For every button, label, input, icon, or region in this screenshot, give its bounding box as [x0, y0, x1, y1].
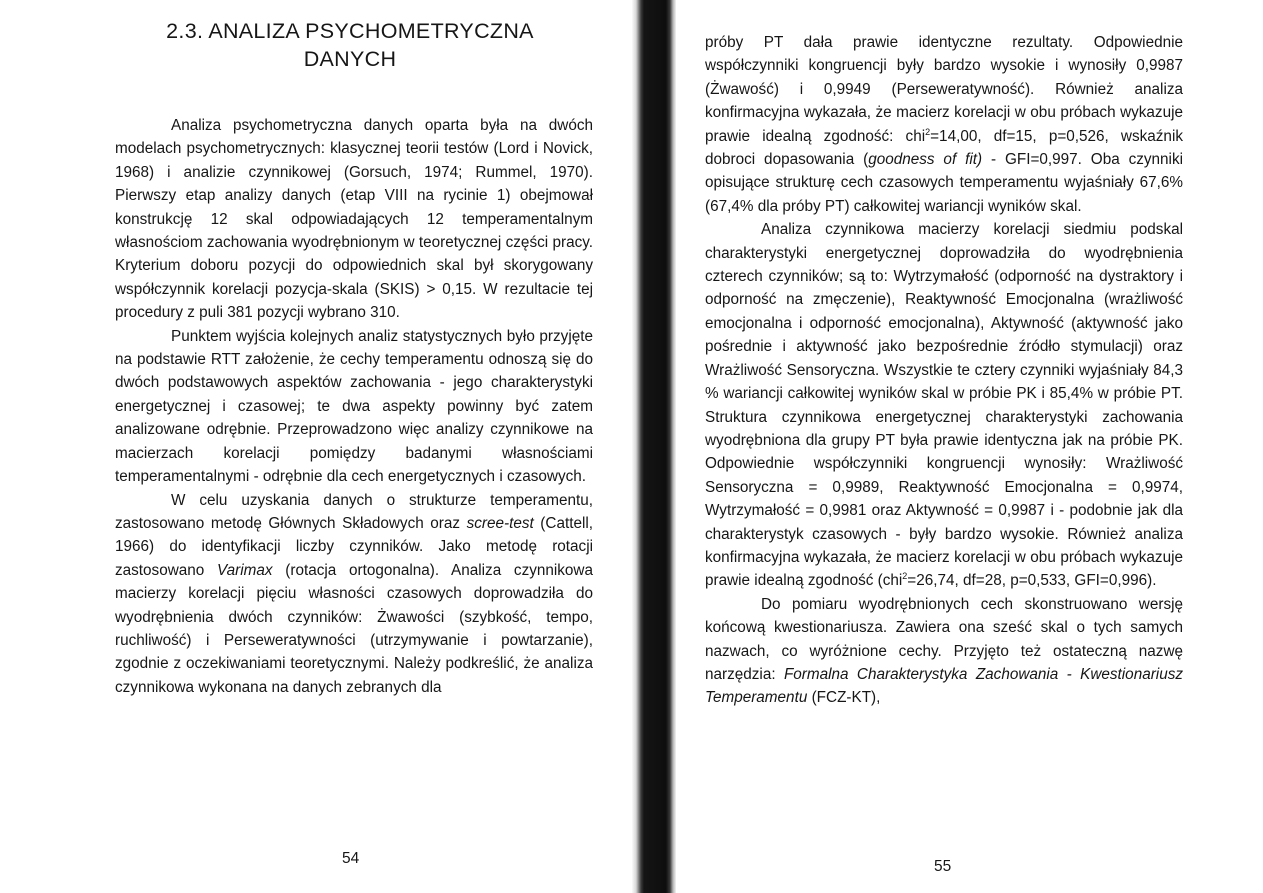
right-page [676, 0, 1263, 893]
text-run: =26,74, df=28, p=0,533, GFI=0,996). [907, 572, 1157, 590]
text-run: =14,00, df=15, p=0,526, wskaźnik dobroci dopasowania ( [705, 127, 1183, 169]
text-run: Do pomiaru wyodrębnionych cech skonstruowano wersję końcową kwestionariusza. Zawiera ona sześć skal o tych samych nazwach, co wyróżnione cechy. Przyjęto też ostateczną nazwę narzędzia: [705, 595, 1183, 683]
paragraph [705, 31, 1183, 218]
text-run: (rotacja ortogonalna). Analiza czynnikowa macierzy korelacji pięciu własności czasowych doprowadziła do wyodrębnienia dwóch czynników: Żwawości (szybkość, tempo, ruchliwość) i Perseweratywności (utrzymywanie i powtarzanie), zgodnie z oczekiwaniami teoretycznymi. Należy podkreślić, że analiza czynnikowa wykonana na danych zebranych dla [115, 561, 593, 696]
text-run: Analiza czynnikowa macierzy korelacji siedmiu podskal charakterystyki energetycznej doprowadziła do wyodrębnienia czterech czynników; są to: Wytrzymałość (odporność na dystraktory i odporność na zmęczenie), Reaktywność Emocjonalna (wrażliwość emocjonalna i odporność emocjonalna), Aktywność (aktywność jako pośrednie i aktywność jako bezpośrednie źródło stymulacji) oraz Wrażliwość Sensoryczna. Wszystkie te cztery czynniki wyjaśniały 84,3 % wariancji całkowitej wyników skal w próbie PK i 85,4% w próbie PT. Struktura czynnikowa energetycznej charakterystyki zachowania wyodrębniona dla grupy PT była prawie identyczna jak na próbie PK. Odpowiednie współczynniki kongruencji wynosiły: Wrażliwość Sensoryczna = 0,9989, Reaktywność Emocjonalna = 0,9974, Wytrzymałość = 0,9981 oraz Aktywność = 0,9987 i - podobnie jak dla charakterystyk czasowych - były bardzo wysokie. Również analiza konfirmacyjna wykazała, że macierz korelacji w obu próbach wykazuje prawie idealną zgodność (chi [705, 221, 1183, 590]
italic-term: Formalna Charakterystyka Zachowania - Kwestionariusz Temperamentu [705, 665, 1183, 707]
paragraph [705, 218, 1183, 593]
text-run: (Cattell, 1966) do identyfikacji liczby czynników. Jako metodę rotacji zastosowano [115, 514, 593, 579]
italic-term: Varimax [217, 561, 273, 579]
heading-line-1: 2.3. ANALIZA PSYCHOMETRYCZNA [166, 19, 534, 43]
paragraph: Analiza psychometryczna danych oparta była na dwóch modelach psychometrycznych: klasycznej teorii testów (Lord i Novick, 1968) i analizie czynnikowej (Gorsuch, 1974; Rummel, 1970). Pierwszy etap analizy danych (etap VIII na rycinie 1) obejmował konstrukcję 12 skal odpowiadających 12 temperamentalnym własnościom zachowania wyodrębnionym w teoretycznej części pracy. Kryterium doboru pozycji do odpowiednich skal był skorygowany współczynnik korelacji pozycja-skala (SKIS) > 0,15. W rezultacie tej procedury z puli 381 pozycji wybrano 310. [115, 117, 593, 322]
superscript: 2 [902, 571, 908, 582]
paragraph [705, 593, 1183, 710]
paragraph: Punktem wyjścia kolejnych analiz statystycznych było przyjęte na podstawie RTT założenie, że cechy temperamentu odnoszą się do dwóch podstawowych aspektów zachowania - jego charakterystyki energetycznej i czasowej; te dwa aspekty powinny być zatem analizowane odrębnie. Przeprowadzono więc analizy czynnikowe na macierzach korelacji pomiędzy badanymi własnościami temperamentalnymi - odrębnie dla cech energetycznych i czasowych. [115, 327, 593, 486]
page-number: 55 [934, 858, 952, 875]
page-number: 54 [342, 850, 360, 867]
text-run: próby PT dała prawie identyczne rezultaty. Odpowiednie współczynniki kongruencji były bardzo wysokie i wynosiły 0,9987 (Żwawość) i 0,9949 (Perseweratywność). Również analiza konfirmacyjna wykazała, że macierz korelacji w obu próbach wykazuje prawie idealną zgodność: chi [705, 34, 1183, 145]
italic-term: scree-test [466, 514, 534, 532]
right-body-text [705, 31, 1183, 710]
paragraph [115, 489, 593, 700]
superscript: 2 [925, 126, 931, 137]
text-run: - GFI=0,997. Oba czynniki opisujące strukturę cech czasowych temperamentu wyjaśniały 67,6% (67,4% dla próby PT) całkowitej wariancji wyników skal. [705, 151, 1184, 215]
book-gutter-shadow [632, 0, 676, 893]
italic-term: goodness of fit) [868, 151, 983, 169]
text-run: W celu uzyskania danych o strukturze temperamentu, zastosowano metodę Głównych Składowych oraz [115, 491, 593, 532]
text-run: (FCZ-KT), [807, 689, 881, 707]
section-heading [115, 17, 585, 73]
heading-line-2: DANYCH [303, 47, 397, 71]
left-body-text [115, 114, 593, 699]
